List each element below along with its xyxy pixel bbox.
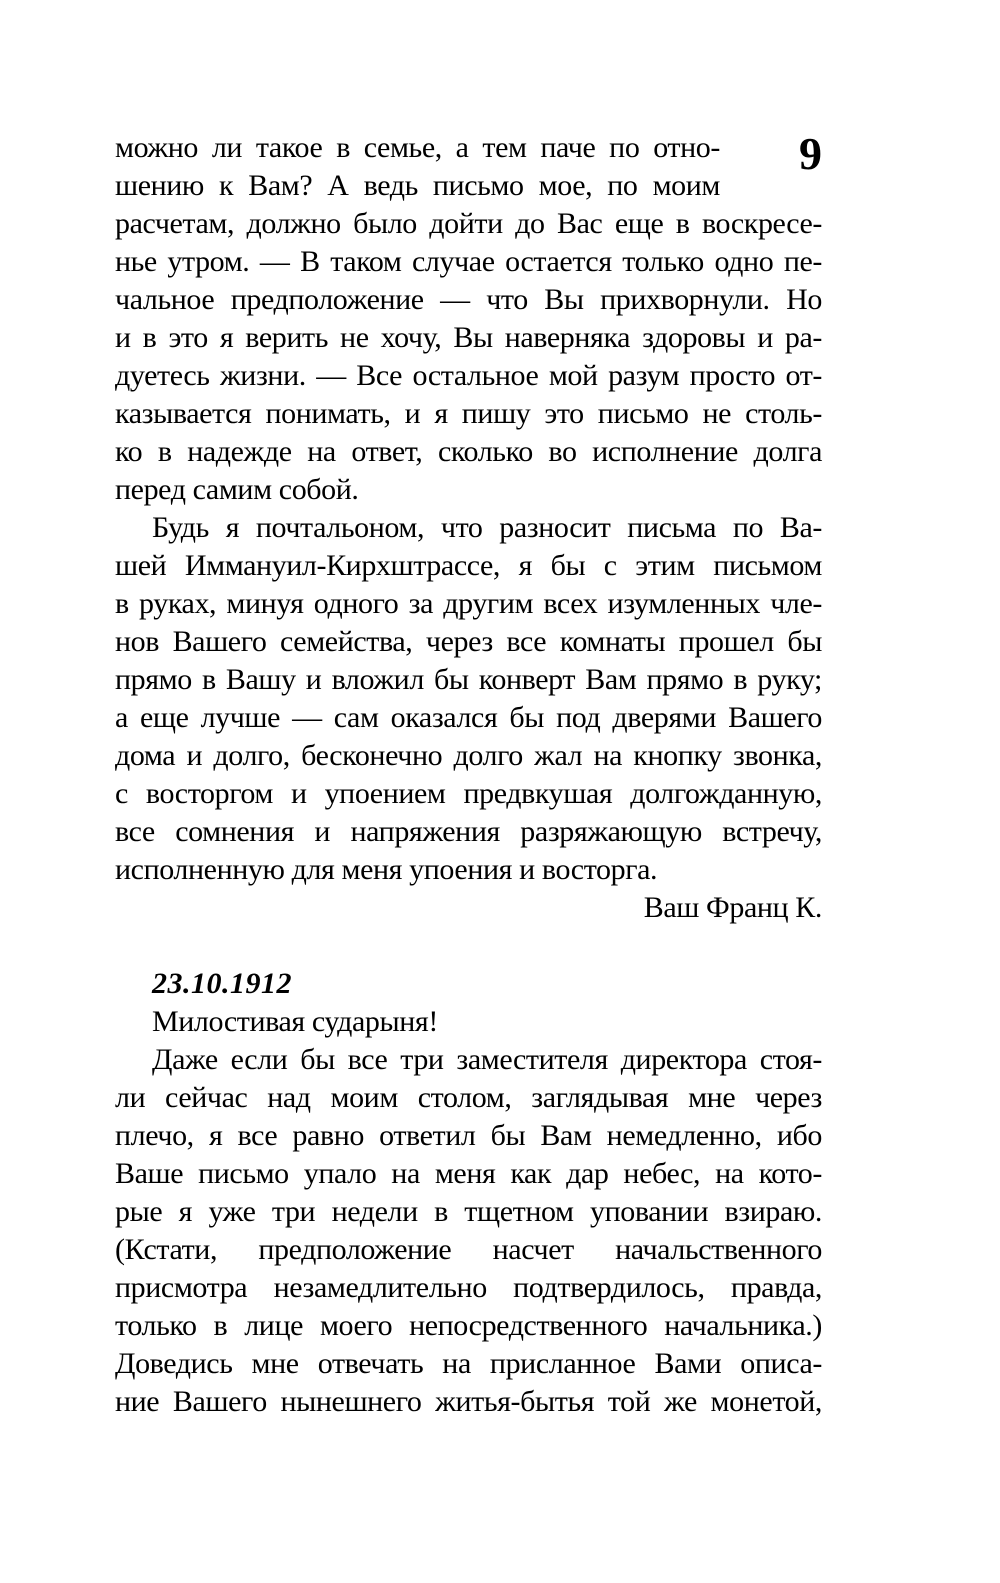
letter1-paragraph-2-line: шей Иммануил-Кирхштрассе, я бы с этим письмом (115, 549, 822, 582)
letter1-paragraph-1-line: дуетесь жизни. — Все остальное мой разум просто от- (115, 359, 822, 392)
letter2-paragraph-1-line: рые я уже три недели в тщетном уповании взираю. (115, 1195, 822, 1228)
letter1-paragraph-2-line: в руках, минуя одного за другим всех изумленных чле- (115, 587, 822, 620)
letter1-paragraph-1-line: нье утром. — В таком случае остается только одно пе- (115, 245, 822, 278)
letter1-paragraph-1-line: и в это я верить не хочу, Вы наверняка здоровы и ра- (115, 321, 822, 354)
letter1-paragraph-1-line: можно ли такое в семье, а тем паче по отно- (115, 131, 720, 164)
letter2-paragraph-1-line: плечо, я все равно ответил бы Вам немедленно, ибо (115, 1119, 822, 1152)
letter1-paragraph-1-line: шению к Вам? А ведь письмо мое, по моим (115, 169, 720, 202)
letter1-paragraph-2-line: а еще лучше — сам оказался бы под дверями Вашего (115, 701, 822, 734)
letter2-paragraph-1-line: Ваше письмо упало на меня как дар небес, на кото- (115, 1157, 822, 1190)
letter1-paragraph-1-line: расчетам, должно было дойти до Вас еще в воскресе- (115, 207, 822, 240)
letter2-paragraph-1 (115, 1041, 822, 1421)
letter1-paragraph-2-line: нов Вашего семейства, через все комнаты прошел бы (115, 625, 822, 658)
letter1-paragraph-1-line: казывается понимать, и я пишу это письмо не столь- (115, 397, 822, 430)
letter1-paragraph-2-line: Будь я почтальоном, что разносит письма по Ва- (152, 511, 822, 544)
letter1-paragraph-2-line: все сомнения и напряжения разряжающую встречу, (115, 815, 822, 848)
letter1-paragraph-2-line: прямо в Вашу и вложил бы конверт Вам прямо в руку; (115, 663, 822, 696)
letter1-paragraph-1 (115, 129, 822, 509)
letter2-salutation-line: Милостивая сударыня! (152, 1005, 438, 1038)
letter2-paragraph-1-line: (Кстати, предположение насчет начальственного (115, 1233, 822, 1266)
letter2-paragraph-1-line: только в лице моего непосредственного начальника.) (115, 1309, 822, 1342)
letter1-signature-line: Ваш Франц К. (643, 891, 822, 924)
letter1-paragraph-1-line: ко в надежде на ответ, сколько во исполнение долга (115, 435, 822, 468)
letter1-signature (115, 889, 822, 927)
letter1-paragraph-2 (115, 509, 822, 889)
letter1-paragraph-1-line: перед самим собой. (115, 473, 359, 506)
page-number: 9 (799, 128, 822, 179)
letter1-paragraph-2-line: исполненную для меня упоения и восторга. (115, 853, 658, 886)
letter1-paragraph-2-line: с восторгом и упоением предвкушая долгожданную, (115, 777, 822, 810)
letter2-paragraph-1-line: присмотра незамедлительно подтвердилось, правда, (115, 1271, 822, 1304)
letter2-paragraph-1-line: ли сейчас над моим столом, заглядывая мне через (115, 1081, 822, 1114)
letter1-paragraph-1-line: чальное предположение — что Вы прихворнули. Но (115, 283, 822, 316)
letter2-salutation (115, 1003, 822, 1041)
letter2-paragraph-1-line: Даже если бы все три заместителя директора стоя- (152, 1043, 822, 1076)
letter2-date-heading (115, 965, 822, 1003)
letter2-paragraph-1-line: ние Вашего нынешнего житья-бытья той же монетой, (115, 1385, 822, 1418)
letter1-paragraph-2-line: дома и долго, бесконечно долго жал на кнопку звонка, (115, 739, 822, 772)
text-column (115, 129, 822, 1421)
letter2-paragraph-1-line: Доведись мне отвечать на присланное Вами описа- (115, 1347, 822, 1380)
letter2-date-heading-line: 23.10.1912 (152, 967, 292, 1000)
